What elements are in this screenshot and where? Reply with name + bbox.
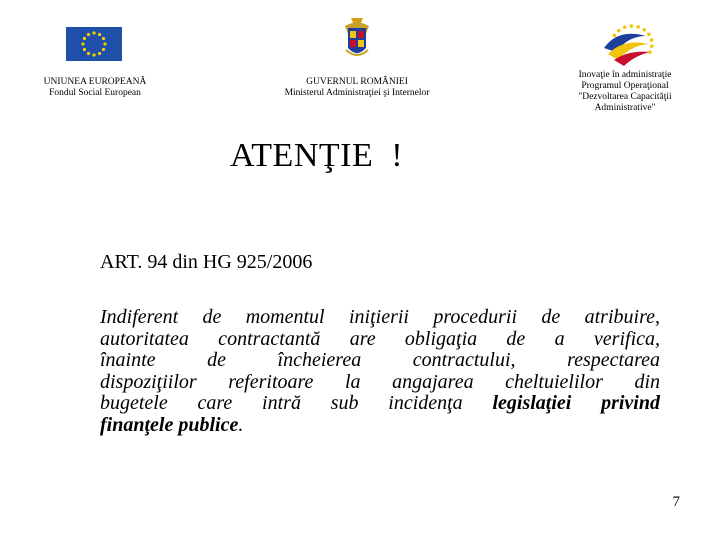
eu-label-line2: Fondul Social European [49,88,141,98]
page-title: ATENŢIE ! [230,137,404,174]
eu-label-line1: UNIUNEA EUROPEANĂ [43,77,147,87]
gov-label [262,77,452,99]
eu-star-icon [102,37,105,40]
logo-star-icon [650,38,654,42]
eu-star-icon [87,52,90,55]
logo-star-icon [642,28,646,32]
eu-star-icon [81,42,84,45]
eu-flag-icon [66,27,122,61]
gov-label-line2: Ministerul Administraţiei şi Internelor [284,88,430,98]
operational-programme-logo-icon [598,18,658,68]
paragraph-line [100,393,660,415]
programme-label [555,70,695,114]
paragraph-bold-text: legislaţiei privind [492,392,660,414]
page-number: 7 [672,494,680,510]
eu-star-icon [102,48,105,51]
prog-label-line1: Inovaţie în administraţie [578,70,672,80]
logo-star-icon [647,33,651,37]
gov-label-line1: GUVERNUL ROMÂNIEI [306,77,408,87]
paragraph-text: bugetele care intră sub incidenţa [100,392,463,414]
logo-star-icon [613,34,617,38]
paragraph-period: . [238,413,244,436]
logo-star-icon [648,50,652,54]
paragraph-line: înainte de încheierea contractului, respectarea [100,349,660,371]
logo-star-icon [630,24,634,28]
paragraph-bold-text: finanţele publice [100,413,239,436]
eu-label [20,77,170,99]
eu-star-icon [98,33,101,36]
logo-star-icon [636,25,640,29]
logo-star-icon [650,44,654,48]
paragraph-line [100,415,660,437]
prog-label-line4: Administrative" [594,103,656,113]
logo-star-icon [623,25,627,29]
article-reference: ART. 94 din HG 925/2006 [100,251,313,273]
body-paragraph [100,307,660,436]
romania-coat-of-arms-icon [342,14,372,62]
eu-star-icon [83,48,86,51]
eu-star-icon [98,52,101,55]
prog-label-line2: Programul Operaţional [581,81,669,91]
eu-star-icon [92,53,95,56]
paragraph-line: autoritatea contractantă are obligaţia de a verifica, [100,327,660,350]
eu-star-icon [83,37,86,40]
paragraph-line: dispoziţiilor referitoare la angajarea cheltuielilor din [100,370,660,393]
logo-star-icon [617,29,621,33]
prog-label-line3: "Dezvoltarea Capacităţii [578,92,672,102]
eu-star-icon [87,33,90,36]
eu-star-icon [103,42,106,45]
paragraph-line: Indiferent de momentul iniţierii procedurii de atribuire, [100,306,660,328]
eu-star-icon [92,31,95,34]
